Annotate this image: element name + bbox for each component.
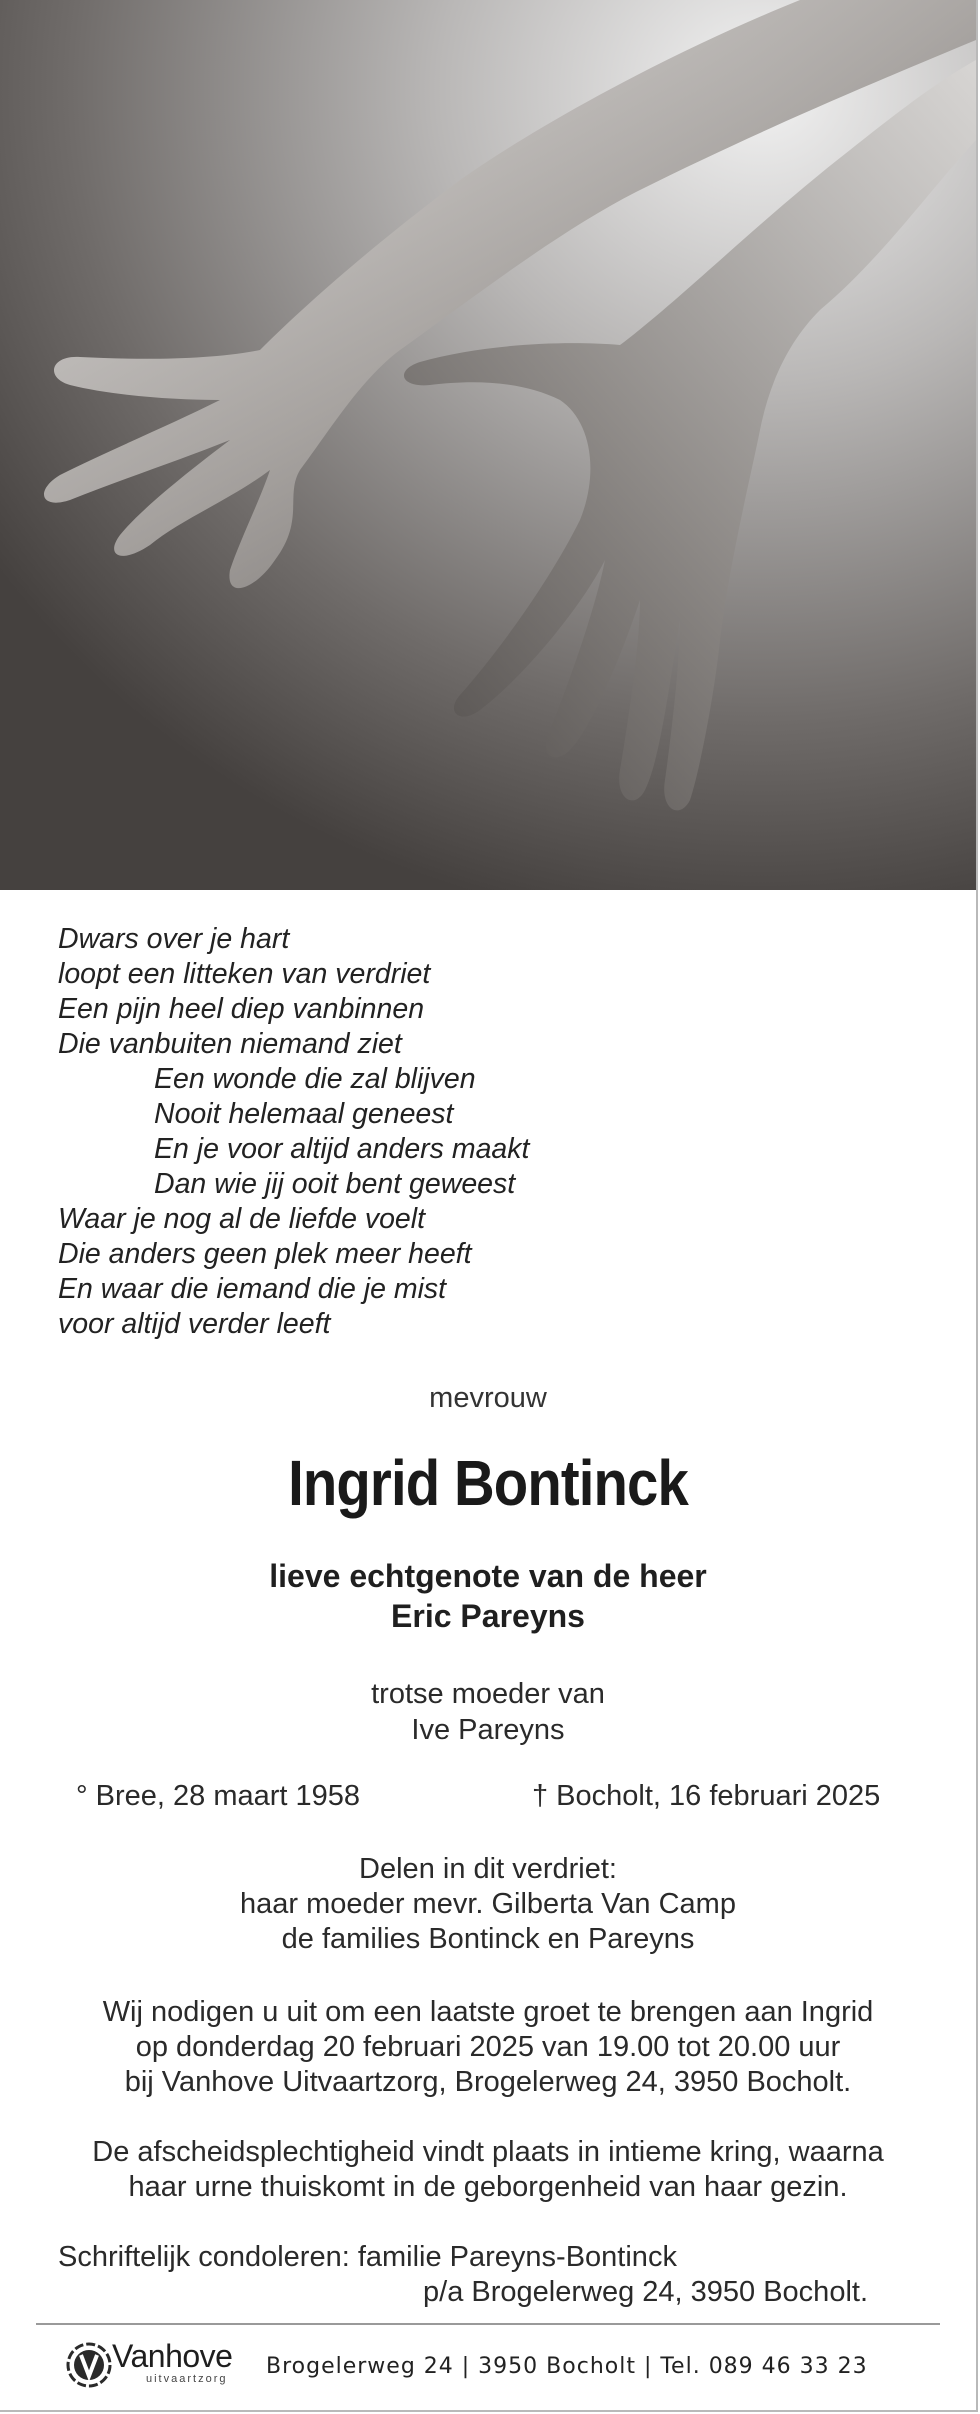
hands-photo bbox=[0, 0, 976, 890]
invitation-line: bij Vanhove Uitvaartzorg, Brogelerweg 24, 3950 Bocholt. bbox=[124, 2066, 852, 2098]
spouse-line: lieve echtgenote van de heer bbox=[269, 1558, 707, 1594]
condolence-line: Schriftelijk condoleren: familie Pareyns-Bontinck bbox=[58, 2241, 677, 2273]
poem-line: voor altijd verder leeft bbox=[58, 1308, 331, 1340]
vanhove-logo-icon bbox=[64, 2340, 114, 2390]
poem-line: Nooit helemaal geneest bbox=[154, 1098, 454, 1130]
grief-line: de families Bontinck en Pareyns bbox=[281, 1923, 695, 1955]
contact-info: Brogelerweg 24 | 3950 Bocholt | Tel. 089 46 33 23 bbox=[266, 2354, 868, 2379]
footer-divider bbox=[36, 2323, 940, 2325]
deceased-title: mevrouw bbox=[429, 1382, 547, 1414]
farewell-line: haar urne thuiskomt in de geborgenheid van haar gezin. bbox=[128, 2171, 848, 2203]
poem-line: Dan wie jij ooit bent geweest bbox=[154, 1168, 516, 1200]
poem-line: loopt een litteken van verdriet bbox=[58, 958, 431, 990]
poem-line: Een wonde die zal blijven bbox=[154, 1063, 476, 1095]
logo-subtitle: uitvaartzorg bbox=[146, 2373, 228, 2385]
poem-line: Die vanbuiten niemand ziet bbox=[58, 1028, 402, 1060]
grief-block bbox=[0, 1852, 976, 1957]
mother-line: trotse moeder van bbox=[371, 1678, 605, 1710]
vanhove-logo bbox=[60, 2338, 240, 2390]
footer bbox=[60, 2332, 940, 2392]
deceased-name: Ingrid Bontinck bbox=[288, 1447, 688, 1519]
farewell-block bbox=[0, 2135, 976, 2205]
logo-name: Vanhove bbox=[112, 2338, 233, 2374]
invitation-line: op donderdag 20 februari 2025 van 19.00 tot 20.00 uur bbox=[135, 2031, 841, 2063]
spouse-name: Eric Pareyns bbox=[391, 1598, 585, 1634]
hands-photo-icon bbox=[0, 0, 976, 890]
condolence-address: p/a Brogelerweg 24, 3950 Bocholt. bbox=[423, 2276, 868, 2308]
poem-line: Die anders geen plek meer heeft bbox=[58, 1238, 472, 1270]
grief-line: haar moeder mevr. Gilberta Van Camp bbox=[240, 1888, 736, 1920]
poem-line: En waar die iemand die je mist bbox=[58, 1273, 447, 1305]
poem-line: Een pijn heel diep vanbinnen bbox=[58, 993, 425, 1025]
poem-line: Dwars over je hart bbox=[58, 923, 290, 955]
invitation-line: Wij nodigen u uit om een laatste groet te brengen aan Ingrid bbox=[102, 1996, 874, 2028]
mother-block bbox=[0, 1676, 976, 1748]
condolence-block bbox=[58, 2240, 868, 2310]
child-name: Ive Pareyns bbox=[411, 1714, 565, 1746]
invitation-block bbox=[0, 1995, 976, 2100]
poem-line: En je voor altijd anders maakt bbox=[154, 1133, 530, 1165]
poem-line: Waar je nog al de liefde voelt bbox=[58, 1203, 426, 1235]
death-date: † Bocholt, 16 februari 2025 bbox=[532, 1780, 881, 1812]
poem bbox=[58, 922, 529, 1342]
farewell-line: De afscheidsplechtigheid vindt plaats in intieme kring, waarna bbox=[92, 2136, 884, 2168]
spouse-block bbox=[0, 1556, 976, 1636]
birth-date: ° Bree, 28 maart 1958 bbox=[76, 1780, 361, 1812]
grief-line: Delen in dit verdriet: bbox=[359, 1853, 617, 1885]
